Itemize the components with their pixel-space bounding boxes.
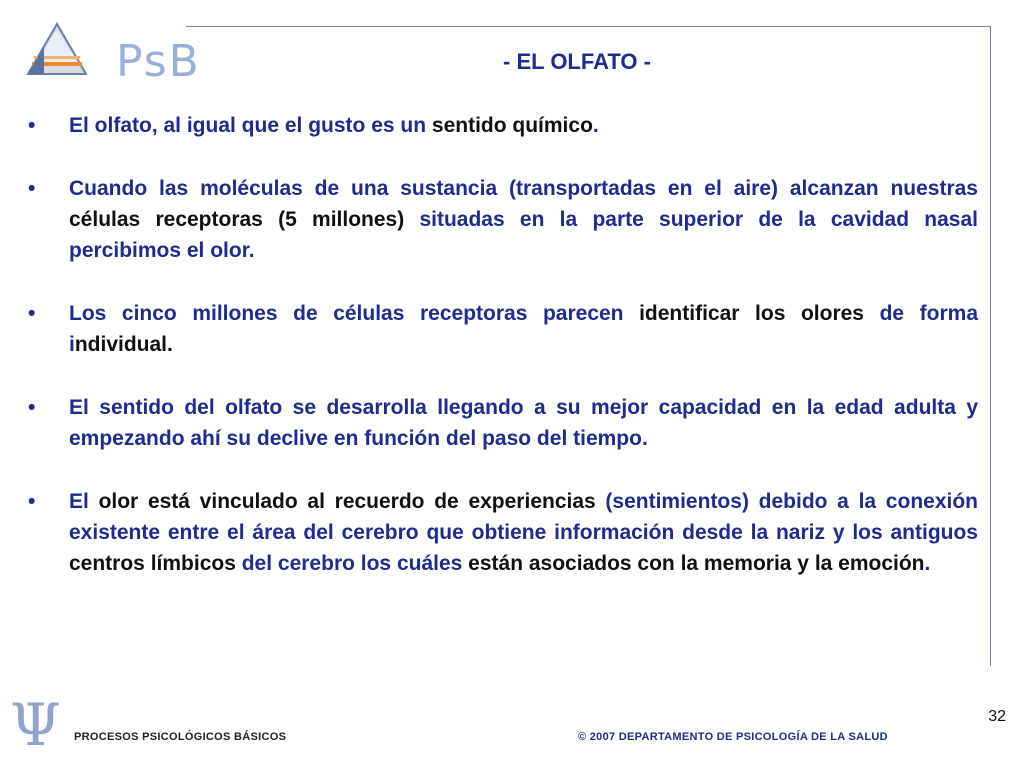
bullet-text: El sentido del olfato se desarrolla llegando a su mejor capacidad en la edad adulta y empezando ahí su declive en función del paso del tiempo. bbox=[69, 396, 978, 450]
bullet-text: . bbox=[924, 552, 931, 575]
bullet-text: El olfato, al igual que el gusto es un bbox=[69, 114, 432, 137]
slide-title: - EL OLFATO - bbox=[503, 49, 651, 74]
bullet-dot: • bbox=[28, 302, 36, 325]
bullet-item bbox=[28, 173, 978, 266]
footer-department: © 2007 DEPARTAMENTO DE PSICOLOGÍA DE LA SALUD bbox=[578, 731, 888, 743]
emphasis-text: sentido químico bbox=[431, 114, 593, 137]
emphasis-text: identificar los olores bbox=[639, 302, 864, 325]
bullet-text: de forma i bbox=[69, 302, 978, 356]
bullet-text: situadas en la parte superior de la cavidad nasal percibimos el olor. bbox=[69, 208, 978, 262]
bullet-text: El bbox=[69, 490, 99, 513]
emphasis-text: olor está vinculado al recuerdo de experiencias bbox=[98, 490, 596, 513]
logo-text: PsB bbox=[116, 36, 201, 87]
emphasis-text: centros límbicos bbox=[69, 552, 236, 575]
bullet-text: . bbox=[592, 114, 599, 137]
bullet-item bbox=[28, 486, 978, 579]
emphasis-text: están asociados con la memoria y la emoción bbox=[468, 552, 925, 575]
bullet-dot: • bbox=[28, 114, 36, 137]
bullet-text: Cuando las moléculas de una sustancia (transportadas en el aire) alcanzan nuestras bbox=[69, 177, 978, 200]
psi-logo-icon: Ψ bbox=[10, 691, 61, 759]
bullet-item bbox=[28, 392, 978, 454]
bullet-dot: • bbox=[28, 396, 36, 419]
bullet-dot: • bbox=[28, 177, 36, 200]
top-divider bbox=[186, 26, 991, 27]
bullet-text: (sentimientos) debido a la conexión existente entre el área del cerebro que obtiene información desde la nariz y los antiguos bbox=[69, 490, 978, 544]
bullet-text: del cerebro los cuáles bbox=[235, 552, 469, 575]
bullet-item bbox=[28, 298, 978, 360]
bullet-dot: • bbox=[28, 490, 36, 513]
footer-course-name: PROCESOS PSICOLÓGICOS BÁSICOS bbox=[74, 731, 287, 743]
page-number: 32 bbox=[988, 708, 1006, 725]
bullet-text: Los cinco millones de células receptoras parecen bbox=[69, 302, 640, 325]
right-divider bbox=[990, 26, 991, 666]
emphasis-text: ndividual. bbox=[74, 333, 173, 356]
bullet-list bbox=[28, 110, 978, 611]
bullet-item bbox=[28, 110, 978, 141]
emphasis-text: células receptoras (5 millones) bbox=[69, 208, 405, 231]
